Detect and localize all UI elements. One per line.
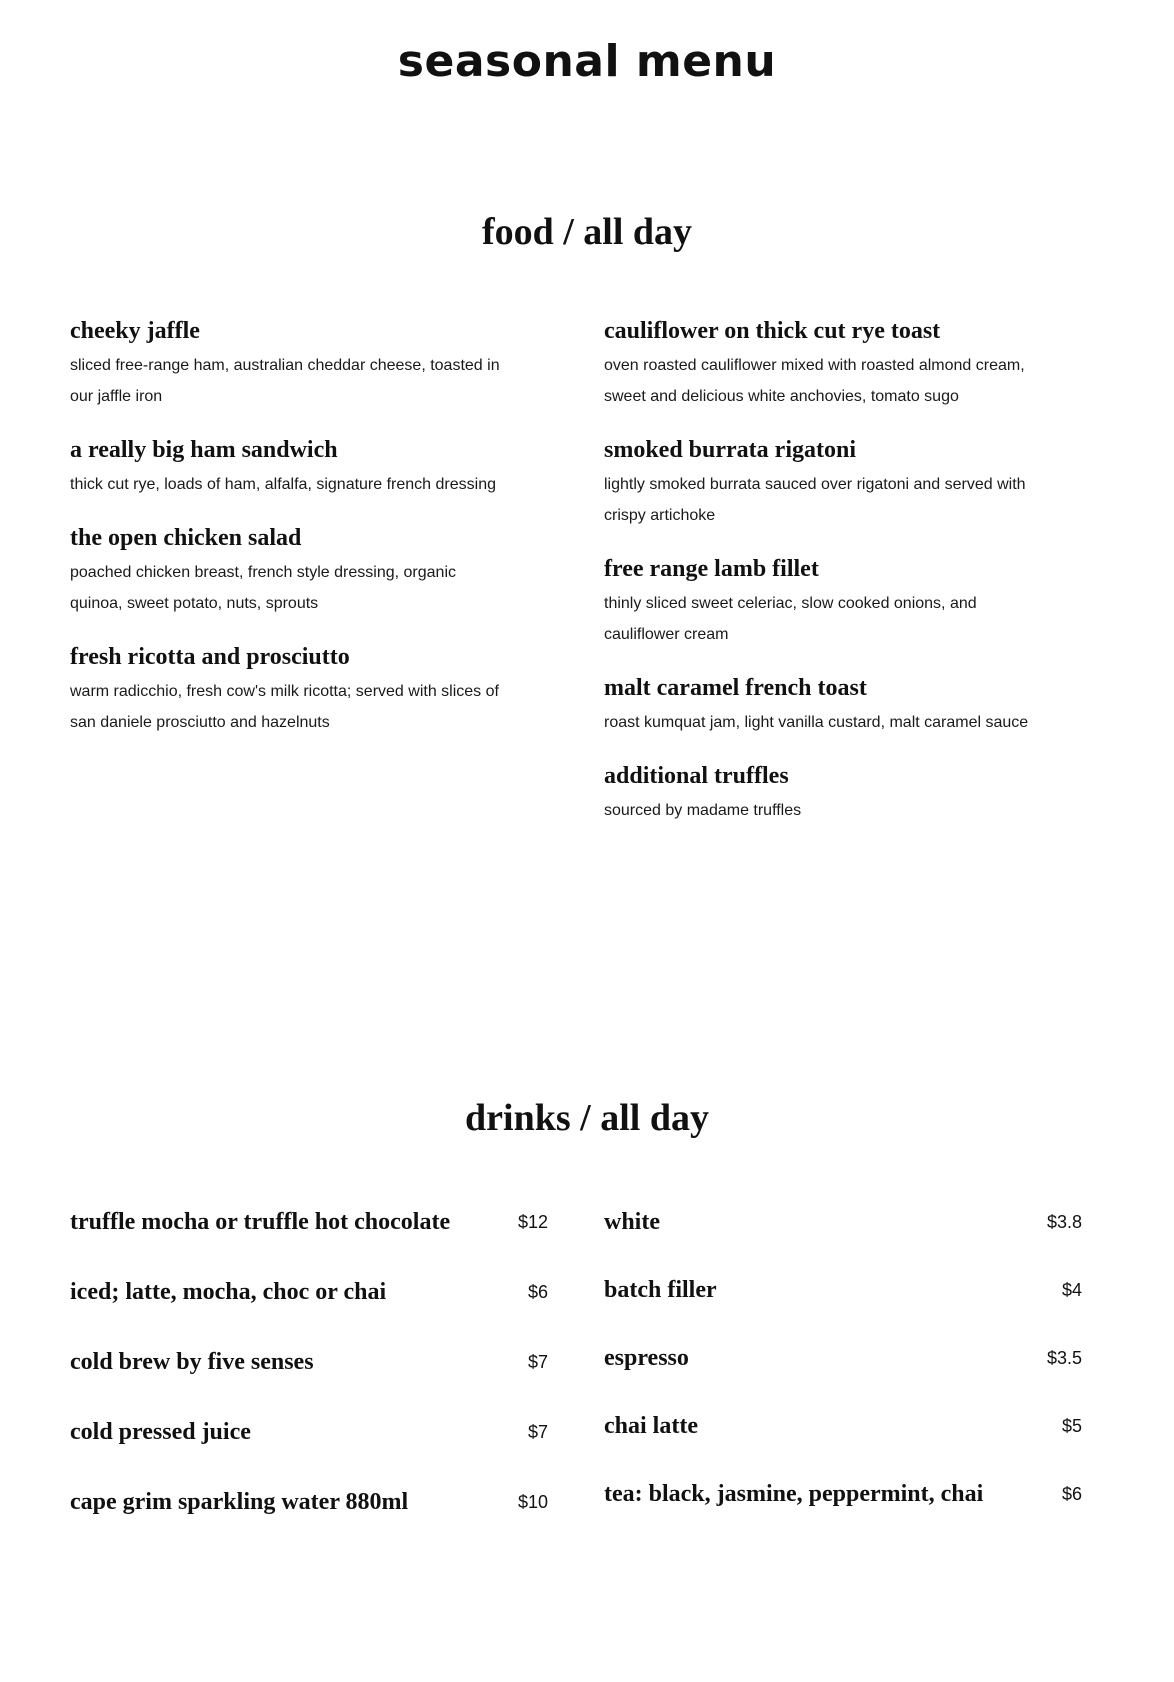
drink-item-name: chai latte [604, 1413, 698, 1439]
drinks-column-left [70, 1206, 548, 1556]
food-item-name: free range lamb fillet [604, 556, 819, 582]
drink-item [604, 1206, 1082, 1238]
drink-item-name: cold pressed juice [70, 1419, 251, 1445]
drink-item [70, 1416, 548, 1448]
drink-item [604, 1478, 1082, 1510]
drink-item [70, 1346, 548, 1378]
drink-item-name: espresso [604, 1345, 689, 1371]
drink-item-name: truffle mocha or truffle hot chocolate [70, 1209, 451, 1235]
food-item-description: thick cut rye, loads of ham, alfalfa, signature french dressing [70, 476, 496, 493]
food-item-description: poached chicken breast, french style dressing, organic quinoa, sweet potato, nuts, sprouts [70, 564, 456, 612]
food-item-description: lightly smoked burrata sauced over rigatoni and served with crispy artichoke [604, 476, 1026, 524]
drink-item-price: $3.8 [1046, 1212, 1082, 1232]
drink-item-price: $6 [527, 1282, 548, 1302]
food-item-name: malt caramel french toast [604, 675, 867, 701]
food-item-name: fresh ricotta and prosciutto [70, 644, 350, 670]
drink-item [604, 1410, 1082, 1442]
drink-item-price: $3.5 [1046, 1348, 1082, 1368]
drink-item-price: $5 [1061, 1416, 1082, 1436]
food-item [604, 554, 1034, 650]
food-item-name: cheeky jaffle [70, 318, 200, 344]
food-column-left [70, 316, 500, 761]
food-column-right [604, 316, 1034, 849]
food-item [604, 316, 1034, 412]
drink-item [70, 1206, 548, 1238]
food-section-heading: food / all day [481, 211, 693, 253]
drink-item-name: batch filler [604, 1277, 717, 1303]
drink-item-name: white [604, 1209, 660, 1235]
food-item [604, 761, 1034, 826]
drink-item [604, 1342, 1082, 1374]
food-item-description: sliced free-range ham, australian cheddar cheese, toasted in our jaffle iron [70, 357, 500, 405]
drink-item-price: $6 [1061, 1484, 1082, 1504]
drinks-section-heading: drinks / all day [465, 1097, 709, 1139]
food-item [70, 435, 500, 500]
drink-item-name: iced; latte, mocha, choc or chai [70, 1279, 387, 1305]
food-item-description: roast kumquat jam, light vanilla custard, malt caramel sauce [604, 714, 1029, 731]
food-item [70, 316, 500, 412]
drink-item-name: cold brew by five senses [70, 1349, 314, 1375]
drink-item [70, 1486, 548, 1518]
food-item-name: additional truffles [604, 763, 789, 789]
drink-item-price: $7 [527, 1352, 548, 1372]
drink-item-name: cape grim sparkling water 880ml [70, 1489, 409, 1515]
food-item-description: sourced by madame truffles [604, 802, 802, 819]
food-item-name: the open chicken salad [70, 525, 302, 551]
drink-item [70, 1276, 548, 1308]
food-item-description: warm radicchio, fresh cow's milk ricotta; served with slices of san daniele prosciutto and hazelnuts [70, 683, 499, 731]
page-title: seasonal menu [397, 36, 777, 87]
food-item-name: a really big ham sandwich [70, 437, 338, 463]
food-item-description: oven roasted cauliflower mixed with roasted almond cream, sweet and delicious white anchovies, tomato sugo [604, 357, 1025, 405]
food-item [70, 642, 500, 738]
drinks-column-right [604, 1206, 1082, 1546]
food-item [604, 435, 1034, 531]
food-item [70, 523, 500, 619]
drink-item-name: tea: black, jasmine, peppermint, chai [604, 1481, 984, 1507]
food-item-description: thinly sliced sweet celeriac, slow cooked onions, and cauliflower cream [604, 595, 977, 643]
food-item-name: cauliflower on thick cut rye toast [604, 318, 941, 344]
food-item-name: smoked burrata rigatoni [604, 437, 856, 463]
drink-item-price: $4 [1061, 1280, 1082, 1300]
drink-item-price: $12 [517, 1212, 548, 1232]
drink-item [604, 1274, 1082, 1306]
food-item [604, 673, 1034, 738]
drink-item-price: $10 [517, 1492, 548, 1512]
drink-item-price: $7 [527, 1422, 548, 1442]
